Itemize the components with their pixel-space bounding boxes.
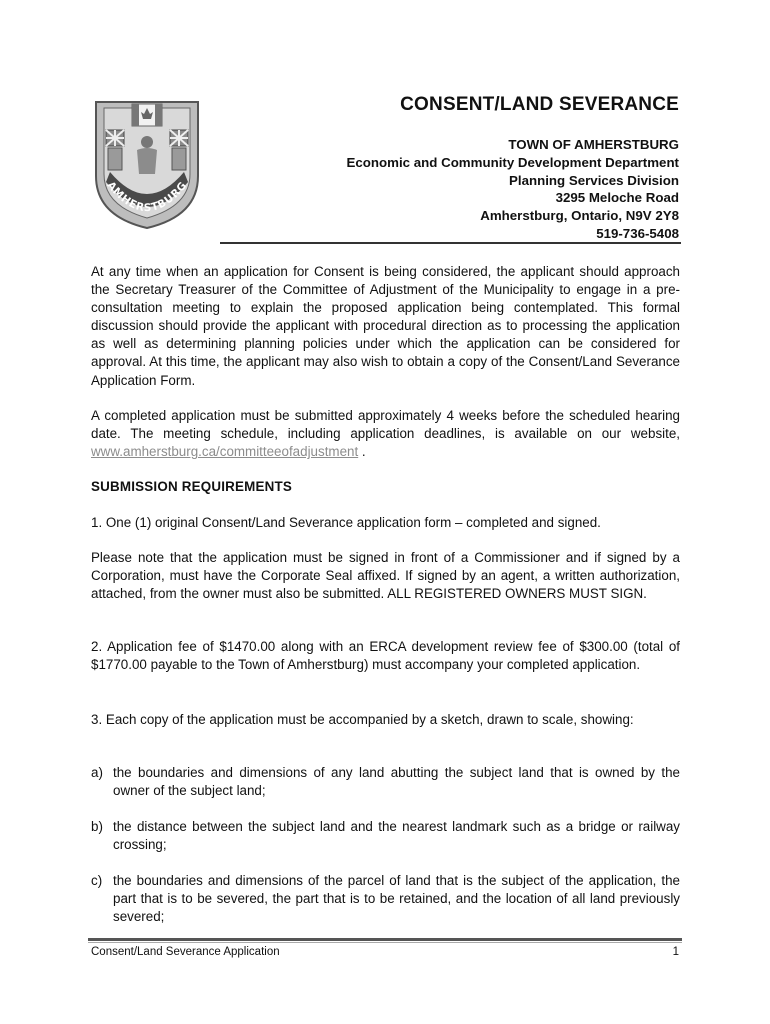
deadline-paragraph [91, 407, 680, 461]
list-item-text: the boundaries and dimensions of any land abutting the subject land that is owned by the owner of the subject land; [113, 765, 680, 799]
page-number: 1 [672, 946, 679, 958]
sketch-item-c [91, 872, 680, 926]
requirement-item-1: 1. One (1) original Consent/Land Severance application form – completed and signed. [91, 515, 601, 530]
list-marker: a) [91, 765, 103, 780]
svg-text:AMHERSTBURG: AMHERSTBURG [104, 179, 190, 215]
committee-website-link[interactable]: www.amherstburg.ca/committeeofadjustment [91, 444, 359, 460]
document-title: CONSENT/LAND SEVERANCE [400, 94, 679, 115]
submission-requirements-heading: SUBMISSION REQUIREMENTS [91, 479, 293, 494]
town-name: TOWN OF AMHERSTBURG [508, 137, 679, 152]
list-marker: c) [91, 873, 103, 888]
deadline-text: A completed application must be submitted approximately 4 weeks before the scheduled hearing date. The meeting schedule, including application deadlines, is available on our website, [91, 408, 680, 442]
division-name: Planning Services Division [509, 172, 679, 188]
requirement-item-2: 2. Application fee of $1470.00 along with an ERCA development review fee of $300.00 (total of $1770.00 payable to the Town of Amherstburg) must accompany your completed application. [91, 639, 680, 673]
requirement-item-3: 3. Each copy of the application must be accompanied by a sketch, drawn to scale, showing: [91, 712, 634, 727]
deadline-text-end: . [358, 444, 366, 460]
sketch-item-a [91, 764, 680, 800]
sketch-item-b [91, 818, 680, 854]
footer-divider [88, 938, 682, 941]
footer-document-name: Consent/Land Severance Application [91, 946, 280, 958]
list-item-text: the boundaries and dimensions of the parcel of land that is the subject of the application, the part that is to be severed, the part that is to be retained, and the location of all land previously severed; [113, 873, 680, 925]
list-marker: b) [91, 819, 103, 834]
department-address-block [347, 136, 679, 243]
signature-note-paragraph: Please note that the application must be signed in front of a Commissioner and if signed by a Corporation, must have the Corporate Seal affixed. If signed by an agent, a written authorization, attached, from the owner must also be submitted. ALL REGISTERED OWNERS MUST SIGN. [91, 550, 680, 602]
header-divider [220, 242, 681, 244]
street-address: 3295 Meloche Road [555, 190, 679, 206]
intro-paragraph: At any time when an application for Consent is being considered, the applicant should approach the Secretary Treasurer of the Committee of Adjustment of the Municipality to engage in a pre-consultation meeting to explain the proposed application being contemplated. This formal discussion should provide the applicant with procedural direction as to processing the application as well as determining planning policies under which the application can be considered for approval. At this time, the applicant may also wish to obtain a copy of the Consent/Land Severance Application Form. [91, 264, 680, 388]
department-name: Economic and Community Development Department [346, 154, 679, 170]
footer-divider-shadow [88, 942, 682, 943]
town-crest-logo [92, 98, 202, 230]
list-item-text: the distance between the subject land and the nearest landmark such as a bridge or railway crossing; [113, 819, 680, 853]
phone-number: 519-736-5408 [596, 225, 679, 241]
city-postal: Amherstburg, Ontario, N9V 2Y8 [480, 208, 679, 224]
